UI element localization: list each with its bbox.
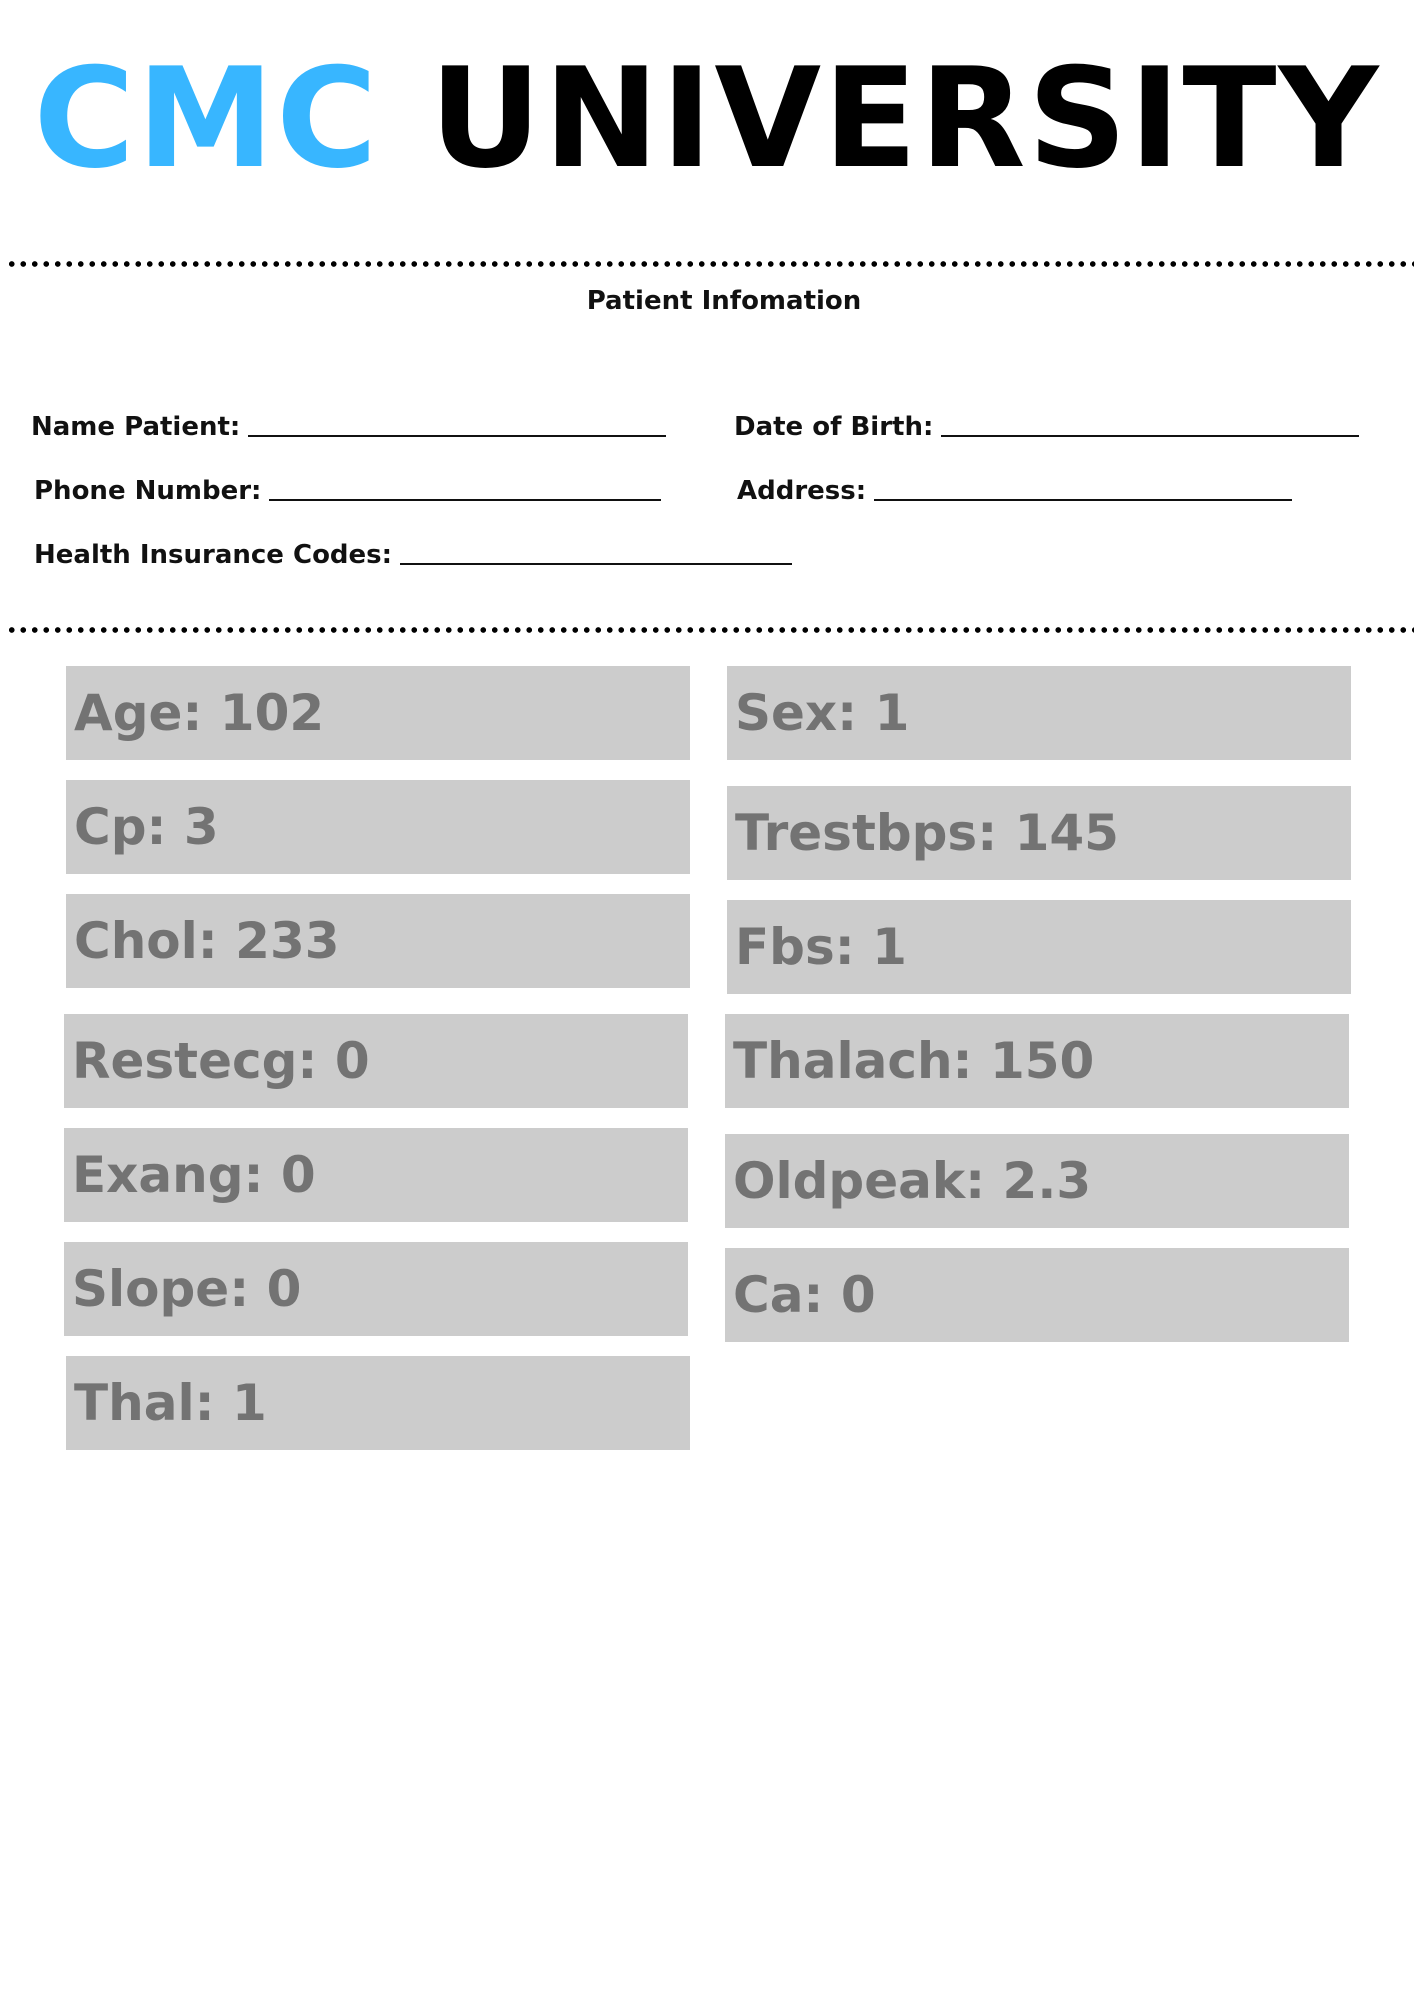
metric-restecg: Restecg: 0 xyxy=(64,1014,688,1108)
metric-trestbps: Trestbps: 145 xyxy=(727,786,1351,880)
health-insurance-input-line[interactable] xyxy=(400,563,792,565)
title-rest: UNIVERSITY xyxy=(429,38,1381,199)
page-title xyxy=(0,38,1414,199)
metric-fbs: Fbs: 1 xyxy=(727,900,1351,994)
metric-chol: Chol: 233 xyxy=(66,894,690,988)
name-patient-input-line[interactable] xyxy=(248,435,666,437)
section-title: Patient Infomation xyxy=(586,286,862,316)
health-insurance-label: Health Insurance Codes: xyxy=(34,540,393,570)
address-input-line[interactable] xyxy=(874,499,1292,501)
dotted-divider-top xyxy=(6,261,1414,267)
metric-sex: Sex: 1 xyxy=(727,666,1351,760)
metric-oldpeak: Oldpeak: 2.3 xyxy=(725,1134,1349,1228)
phone-number-label: Phone Number: xyxy=(34,476,262,506)
metric-slope: Slope: 0 xyxy=(64,1242,688,1336)
metric-ca: Ca: 0 xyxy=(725,1248,1349,1342)
metric-thal: Thal: 1 xyxy=(66,1356,690,1450)
health-insurance-field xyxy=(34,540,792,570)
date-of-birth-field xyxy=(734,412,1359,442)
date-of-birth-label: Date of Birth: xyxy=(734,412,934,442)
name-patient-label: Name Patient: xyxy=(31,412,241,442)
title-accent: CMC xyxy=(33,38,380,199)
date-of-birth-input-line[interactable] xyxy=(941,435,1359,437)
metric-cp: Cp: 3 xyxy=(66,780,690,874)
metric-exang: Exang: 0 xyxy=(64,1128,688,1222)
phone-number-field xyxy=(34,476,661,506)
phone-number-input-line[interactable] xyxy=(269,499,661,501)
metric-thalach: Thalach: 150 xyxy=(725,1014,1349,1108)
name-patient-field xyxy=(31,412,666,442)
dotted-divider-bottom xyxy=(6,627,1414,633)
address-field xyxy=(737,476,1292,506)
address-label: Address: xyxy=(737,476,867,506)
metric-age: Age: 102 xyxy=(66,666,690,760)
